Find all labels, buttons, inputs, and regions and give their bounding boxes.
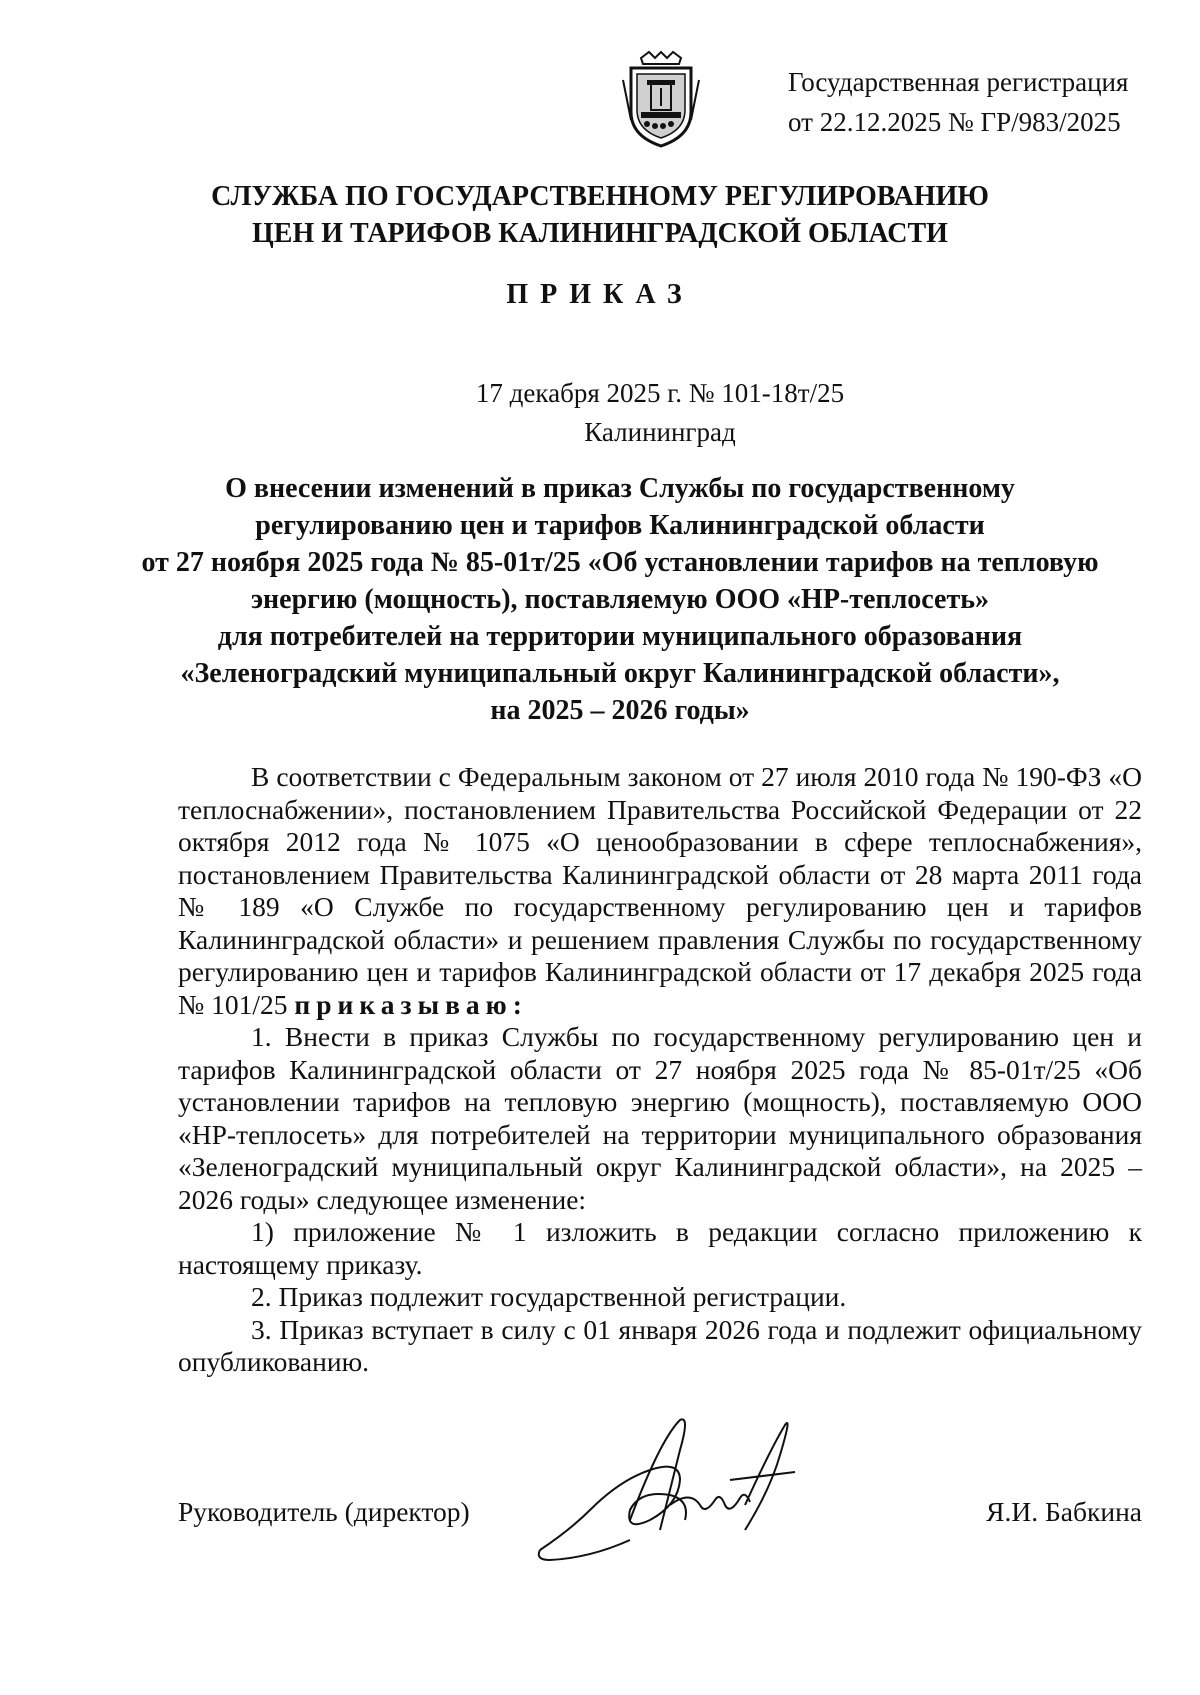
subject-line: энергию (мощность), поставляемую ООО «НР-теплосеть» (250, 584, 990, 615)
signatory-name: Я.И. Бабкина (986, 1496, 1142, 1527)
subject-line: «Зеленоградский муниципальный округ Калининградской области», (180, 658, 1060, 689)
registration-line-1: Государственная регистрация (788, 67, 1129, 97)
registration-line-2: от 22.12.2025 № ГР/983/2025 (788, 107, 1121, 137)
subject-line: регулированию цен и тарифов Калининградской области (255, 510, 985, 541)
order-city: Калининград (584, 417, 736, 447)
coat-of-arms-icon (621, 50, 701, 150)
subject-line: О внесении изменений в приказ Службы по государственному (225, 473, 1015, 504)
order-subject (120, 470, 1120, 729)
order-date-block (300, 374, 1020, 452)
organization-name (100, 178, 1100, 252)
registration-stamp (788, 62, 1168, 142)
item-1: 1. Внести в приказ Службы по государственному регулированию цен и тарифов Калининградской области от 27 ноября 2025 года № 85-01т/25 «Об установлении тарифов на тепловую энергию (мощность), поставляемую ООО «НР-теплосеть» для потребителей на территории муниципального образования «Зеленоградский муниципальный округ Калининградской области», на 2025 – 2026 годы» следующее изменение: (178, 1021, 1142, 1215)
signatory-title: Руководитель (директор) (178, 1496, 470, 1527)
item-3: 3. Приказ вступает в силу с 01 января 2026 года и подлежит официальному опубликованию. (178, 1313, 1142, 1377)
item-2: 2. Приказ подлежит государственной регистрации. (251, 1281, 847, 1312)
subject-line: от 27 ноября 2025 года № 85-01т/25 «Об установлении тарифов на тепловую (141, 547, 1099, 578)
org-line-1: СЛУЖБА ПО ГОСУДАРСТВЕННОМУ РЕГУЛИРОВАНИЮ (211, 181, 989, 212)
item-1-1: 1) приложение № 1 изложить в редакции согласно приложению к настоящему приказу. (178, 1216, 1142, 1280)
preamble-text: В соответствии с Федеральным законом от 27 июля 2010 года № 190-ФЗ «О теплоснабжении», постановлением Правительства Российской Федерации от 22 октября 2012 года № 1075 «О ценообразовании в сфере теплоснабжения», постановлением Правительства Калининградской области от 28 марта 2011 года № 189 «О Службе по государственному регулированию цен и тарифов Калининградской области» и решением правления Службы по государственному регулированию цен и тарифов Калининградской области от 17 декабря 2025 года № 101/25 (178, 761, 1142, 1020)
handwritten-signature (530, 1410, 830, 1570)
order-word: приказываю: (294, 988, 528, 1020)
preamble-paragraph (178, 761, 1142, 1021)
document-type: ПРИКАЗ (506, 279, 694, 310)
order-date-number: 17 декабря 2025 г. № 101-18т/25 (475, 378, 845, 408)
subject-line: на 2025 – 2026 годы» (490, 695, 750, 726)
org-line-2: ЦЕН И ТАРИФОВ КАЛИНИНГРАДСКОЙ ОБЛАСТИ (252, 218, 948, 249)
subject-line: для потребителей на территории муниципального образования (217, 621, 1023, 652)
order-body (178, 761, 1142, 1379)
